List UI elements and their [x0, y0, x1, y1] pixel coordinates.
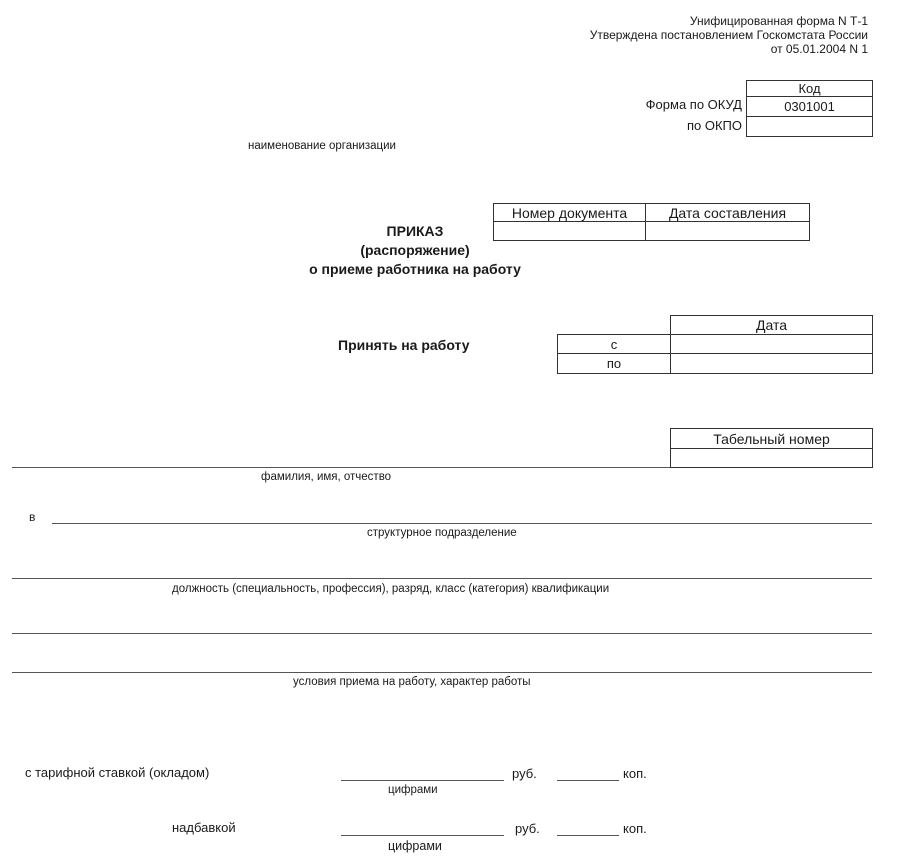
hire-to-label: по	[558, 354, 671, 373]
tabel-header: Табельный номер	[671, 429, 872, 449]
title-line3: о приеме работника на работу	[309, 261, 521, 277]
okud-value[interactable]: 0301001	[747, 97, 872, 117]
org-name-caption: наименование организации	[248, 140, 396, 152]
rate-kop-label: коп.	[623, 766, 647, 781]
hire-from-field[interactable]	[671, 335, 872, 354]
bonus-kop-label: коп.	[623, 821, 647, 836]
v-label: в	[29, 510, 36, 524]
rate-rub-label: руб.	[512, 766, 537, 781]
extra-line-1[interactable]	[12, 633, 872, 634]
document-title	[270, 222, 560, 279]
codes-table	[746, 80, 873, 137]
rate-digits-caption: цифрами	[388, 784, 438, 796]
doc-date-header: Дата составления	[646, 204, 809, 222]
hire-label: Принять на работу	[338, 337, 470, 353]
hire-date-header-box	[670, 315, 873, 335]
okud-label: Форма по ОКУД	[645, 97, 742, 112]
doc-number-header: Номер документа	[494, 204, 646, 222]
form-header-line2: Утверждена постановлением Госкомстата России	[589, 28, 868, 42]
position-line[interactable]	[12, 578, 872, 579]
division-caption: структурное подразделение	[367, 527, 517, 539]
bonus-label: надбавкой	[172, 820, 236, 835]
form-header-line1: Унифицированная форма N Т-1	[689, 14, 868, 28]
conditions-caption: условия приема на работу, характер работы	[293, 676, 531, 688]
rate-label: с тарифной ставкой (окладом)	[25, 765, 210, 780]
okpo-label: по ОКПО	[686, 118, 742, 133]
tabel-table	[670, 428, 873, 468]
hire-to-field[interactable]	[671, 354, 872, 373]
okpo-value[interactable]	[747, 117, 872, 136]
kod-header: Код	[747, 81, 872, 97]
tabel-field[interactable]	[671, 449, 872, 467]
hire-date-table	[557, 334, 873, 374]
fio-line[interactable]	[12, 467, 670, 468]
bonus-kop-field[interactable]	[557, 835, 619, 836]
title-line2: (распоряжение)	[360, 242, 470, 258]
title-line1: ПРИКАЗ	[386, 223, 444, 239]
form-header-line3: от 05.01.2004 N 1	[770, 42, 868, 56]
fio-caption: фамилия, имя, отчество	[261, 471, 392, 483]
bonus-rub-field[interactable]	[341, 835, 504, 836]
conditions-line[interactable]	[12, 672, 872, 673]
doc-date-field[interactable]	[646, 222, 809, 240]
position-caption: должность (специальность, профессия), разряд, класс (категория) квалификации	[172, 583, 610, 595]
rate-rub-field[interactable]	[341, 780, 504, 781]
hire-date-header: Дата	[755, 317, 787, 333]
division-line[interactable]	[52, 523, 872, 524]
hire-from-label: с	[558, 335, 671, 354]
rate-kop-field[interactable]	[557, 780, 619, 781]
bonus-rub-label: руб.	[515, 821, 540, 836]
form-header	[468, 14, 868, 56]
bonus-digits-caption: цифрами	[388, 839, 442, 853]
